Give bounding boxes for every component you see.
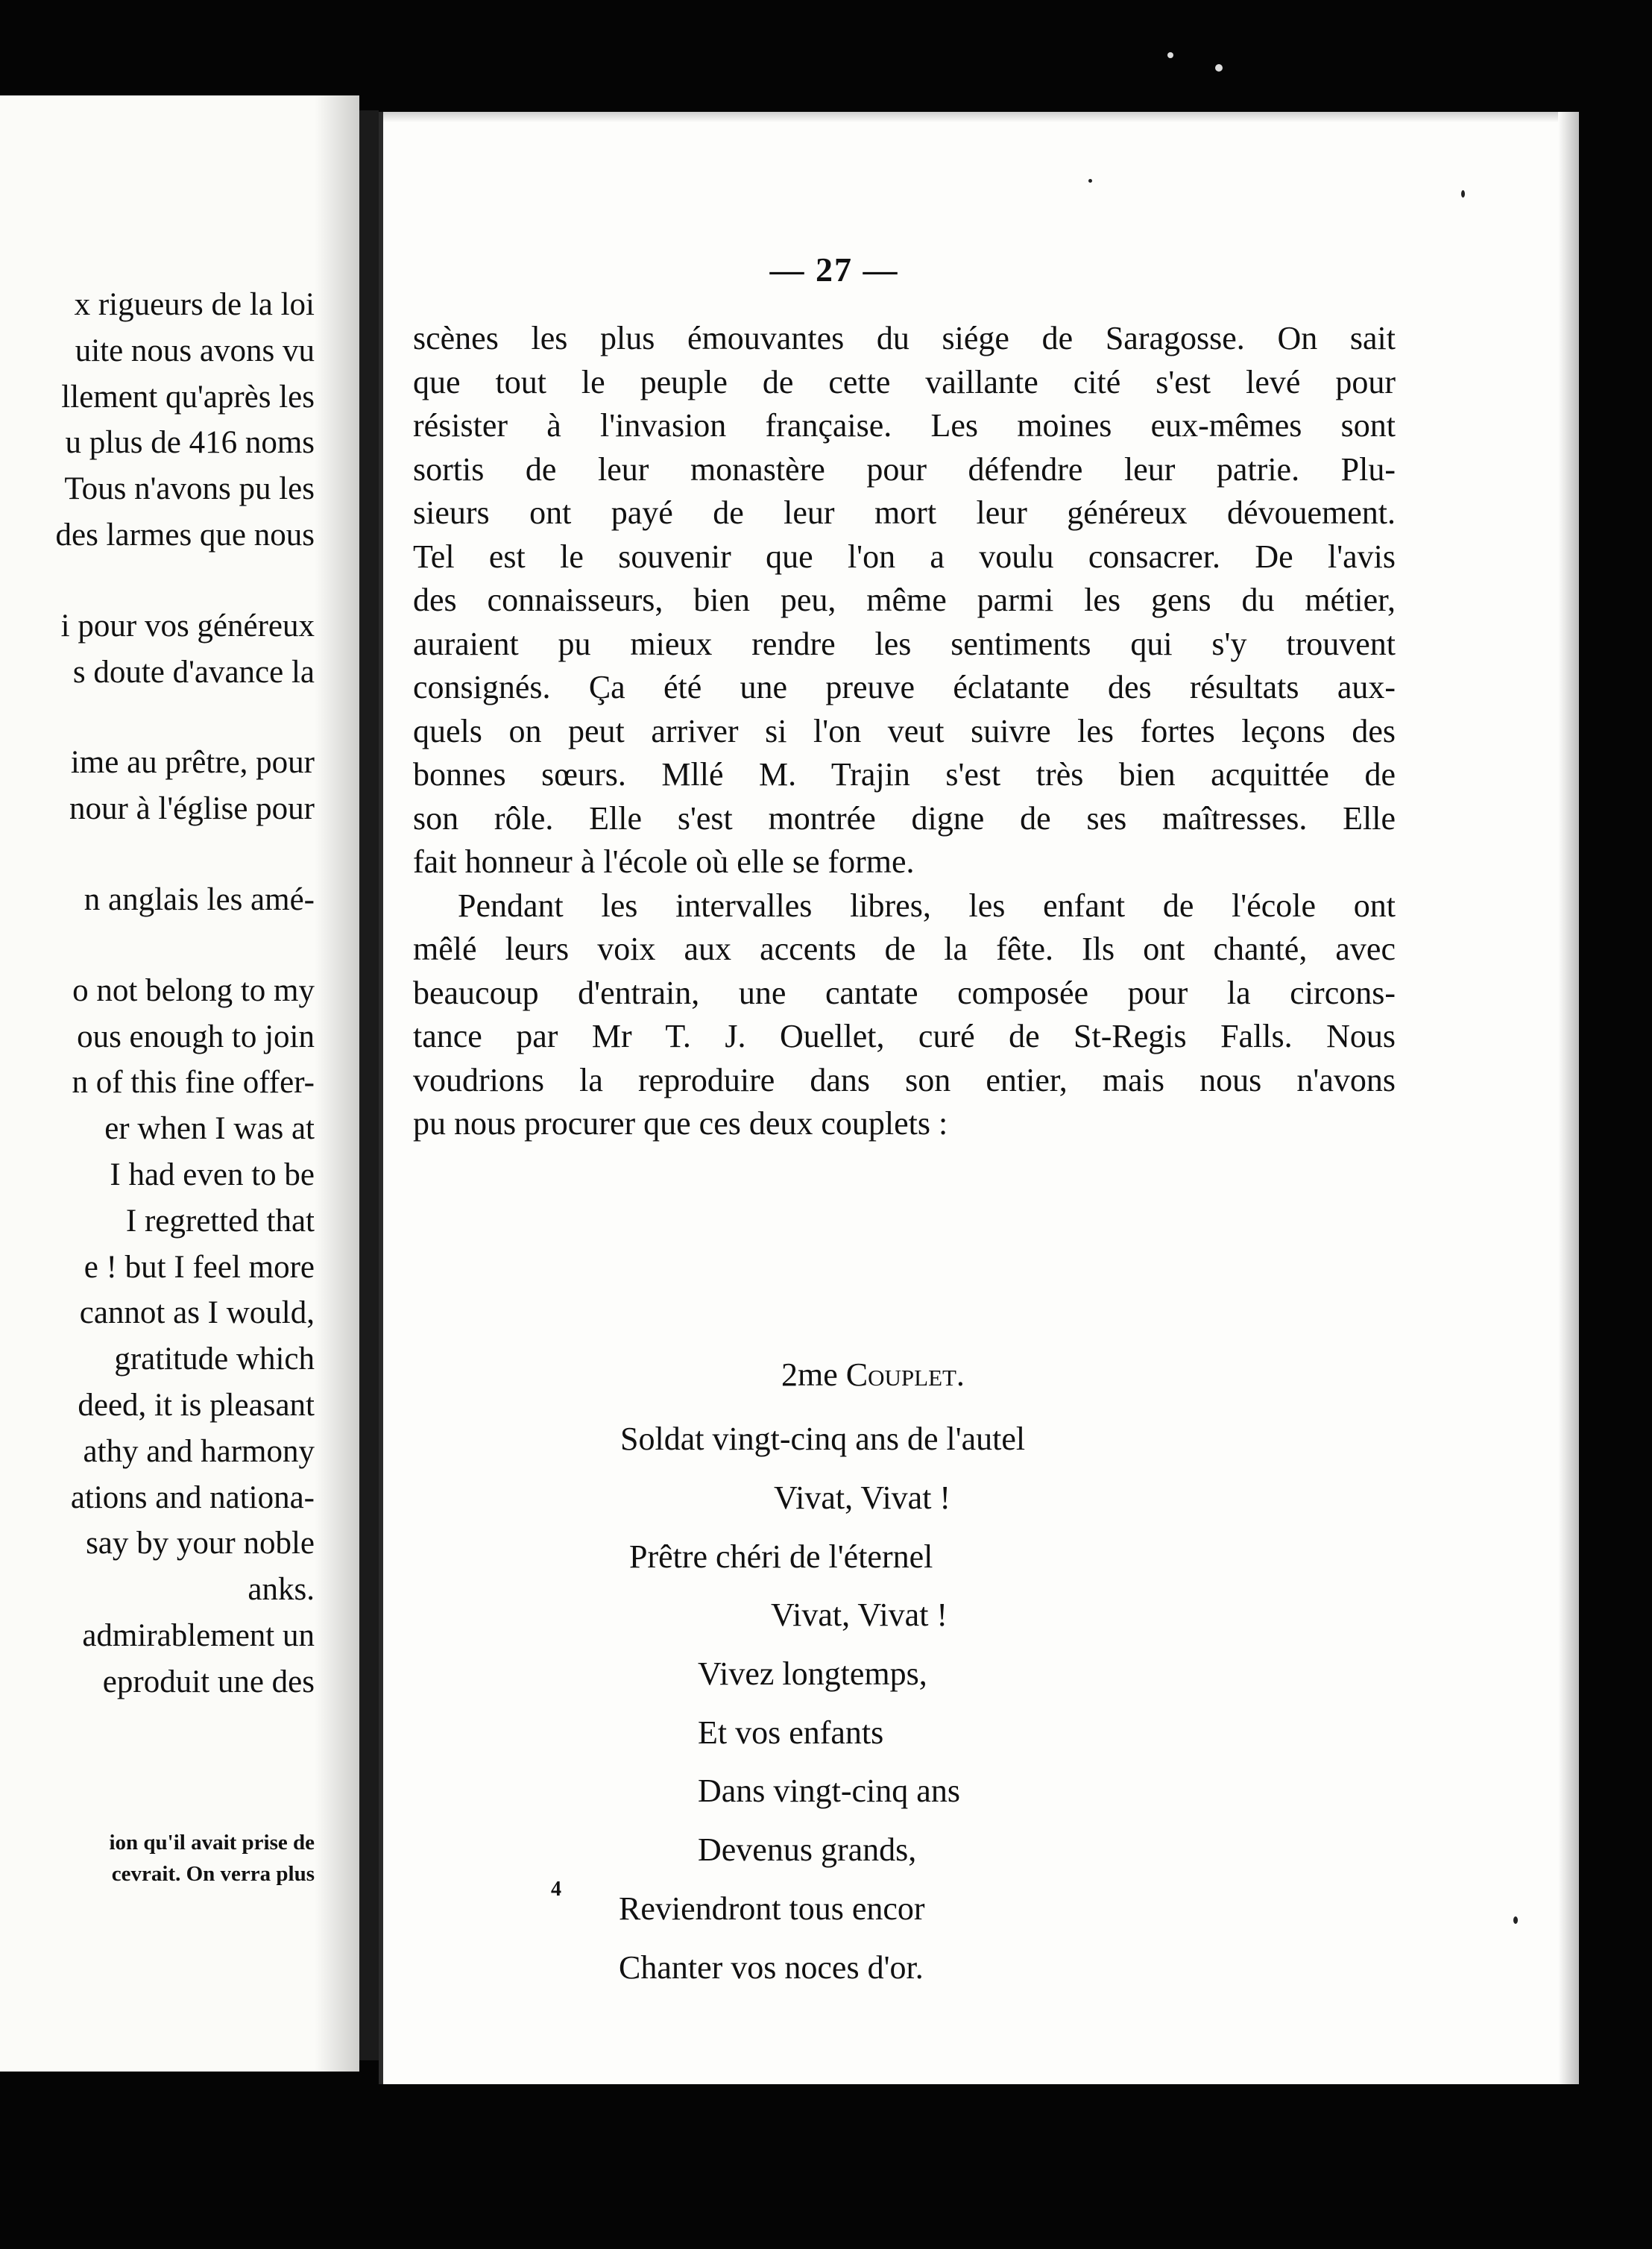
verse-line: Soldat vingt-cinq ans de l'autel [620, 1421, 1026, 1457]
left-line: n of this fine offer- [72, 1065, 315, 1101]
paragraph-1-line: son rôle. Elle s'est montrée digne de ses maîtresses. Elle [413, 799, 1396, 837]
left-line: deed, it is pleasant [78, 1387, 315, 1423]
left-line: u plus de 416 noms [65, 425, 315, 461]
verse-line: Devenus grands, [698, 1831, 917, 1868]
scan-speck [1461, 190, 1465, 198]
left-footnote-line: cevrait. On verra plus [111, 1862, 315, 1886]
paragraph-1-line: quels on peut arriver si l'on veut suivre les fortes leçons des [413, 712, 1396, 749]
left-footnote [109, 1827, 315, 1890]
signature-mark: 4 [551, 1878, 561, 1901]
left-line: e ! but I feel more [83, 1249, 315, 1285]
book-binding [359, 110, 379, 2060]
paragraph-2-line: beaucoup d'entrain, une cantate composée pour la circons- [413, 974, 1396, 1011]
left-line: I had even to be [110, 1157, 315, 1192]
left-line: llement qu'après les [61, 379, 315, 415]
left-line: say by your noble [86, 1526, 315, 1561]
paragraph-2-line: voudrions la reproduire dans son entier, mais nous n'avons [413, 1061, 1396, 1098]
paragraph-1-line: résister à l'invasion française. Les moines eux-mêmes sont [413, 407, 1396, 444]
right-page [379, 112, 1579, 2084]
couplet-heading [781, 1346, 965, 1405]
paragraph-1-line: sieurs ont payé de leur mort leur généreux dévouement. [413, 494, 1396, 531]
paragraph-2-line: mêlé leurs voix aux accents de la fête. Ils ont chanté, avec [413, 931, 1396, 967]
page-right-edge [1558, 112, 1579, 2084]
paragraph-1-line: que tout le peuple de cette vaillante cité s'est levé pour [413, 363, 1396, 400]
verse-line: Dans vingt-cinq ans [698, 1773, 960, 1809]
left-page-text [0, 282, 315, 1705]
left-page [0, 95, 359, 2072]
verse-line: Et vos enfants [698, 1714, 884, 1751]
body-text [413, 317, 1396, 1146]
paragraph-1-line: des connaisseurs, bien peu, même parmi les gens du métier, [413, 582, 1396, 618]
couplet-heading-number: 2me [781, 1356, 846, 1393]
paragraph-2-line: pu nous procurer que ces deux couplets : [413, 1105, 948, 1142]
left-line: uite nous avons vu [75, 333, 315, 368]
paragraph-1-line: sortis de leur monastère pour défendre leur patrie. Plu- [413, 450, 1396, 488]
scan-speck [1215, 64, 1223, 72]
left-footnote-line: ion qu'il avait prise de [109, 1831, 315, 1855]
verse-line: Reviendront tous encor [619, 1890, 925, 1927]
paragraph-1-line: consignés. Ça été une preuve éclatante des résultats aux- [413, 669, 1396, 705]
paragraph-2-line: tance par Mr T. J. Ouellet, curé de St-Regis Falls. Nous [413, 1018, 1396, 1054]
left-line: gratitude which [114, 1341, 315, 1377]
page-top-edge [383, 112, 1579, 122]
left-line: eproduit une des [102, 1664, 315, 1699]
paragraph-1-line: scènes les plus émouvantes du siége de Saragosse. On sait [413, 320, 1396, 356]
verse-line: Prêtre chéri de l'éternel [629, 1538, 933, 1575]
left-line: o not belong to my [72, 972, 315, 1008]
left-line: nour à l'église pour [69, 791, 315, 827]
left-line: cannot as I would, [79, 1295, 315, 1331]
paragraph-1-line: auraient pu mieux rendre les sentiments qui s'y trouvent [413, 625, 1396, 662]
left-line: admirablement un [82, 1617, 315, 1653]
page-number: — 27 — [769, 251, 899, 289]
left-line: n anglais les amé- [83, 881, 315, 917]
verse-line: Vivat, Vivat ! [774, 1479, 951, 1516]
left-line: anks. [248, 1572, 315, 1608]
left-line: s doute d'avance la [72, 654, 315, 690]
scan-speck [1088, 179, 1092, 183]
left-line: i pour vos généreux [60, 608, 315, 644]
left-line: ous enough to join [77, 1019, 315, 1054]
couplet-heading-word: Couplet. [845, 1356, 965, 1393]
left-line: er when I was at [104, 1111, 315, 1147]
verse-line: Chanter vos noces d'or. [619, 1949, 924, 1986]
left-line: ime au prêtre, pour [70, 745, 315, 781]
paragraph-2-line: Pendant les intervalles libres, les enfant de l'école ont [458, 887, 1396, 924]
left-gap [0, 695, 315, 740]
verse-line: Vivat, Vivat ! [771, 1597, 948, 1633]
gutter-shadow [315, 95, 359, 2072]
left-line: Tous n'avons pu les [64, 471, 315, 507]
paragraph-1-line: fait honneur à l'école où elle se forme. [413, 843, 915, 880]
scan-speck [1167, 52, 1173, 58]
left-gap [0, 559, 315, 603]
left-line: x rigueurs de la loi [74, 287, 315, 322]
left-line: ations and nationa- [70, 1479, 315, 1515]
left-line: athy and harmony [83, 1433, 315, 1469]
scan-speck [1513, 1916, 1518, 1924]
paragraph-1-line: Tel est le souvenir que l'on a voulu consacrer. De l'avis [413, 538, 1396, 575]
left-gap [0, 923, 315, 968]
paragraph-1-line: bonnes sœurs. Mllé M. Trajin s'est très bien acquittée de [413, 756, 1396, 793]
verse-line: Vivez longtemps, [698, 1655, 927, 1692]
left-gap [0, 832, 315, 877]
left-line: des larmes que nous [55, 517, 315, 553]
left-line: I regretted that [125, 1203, 315, 1239]
